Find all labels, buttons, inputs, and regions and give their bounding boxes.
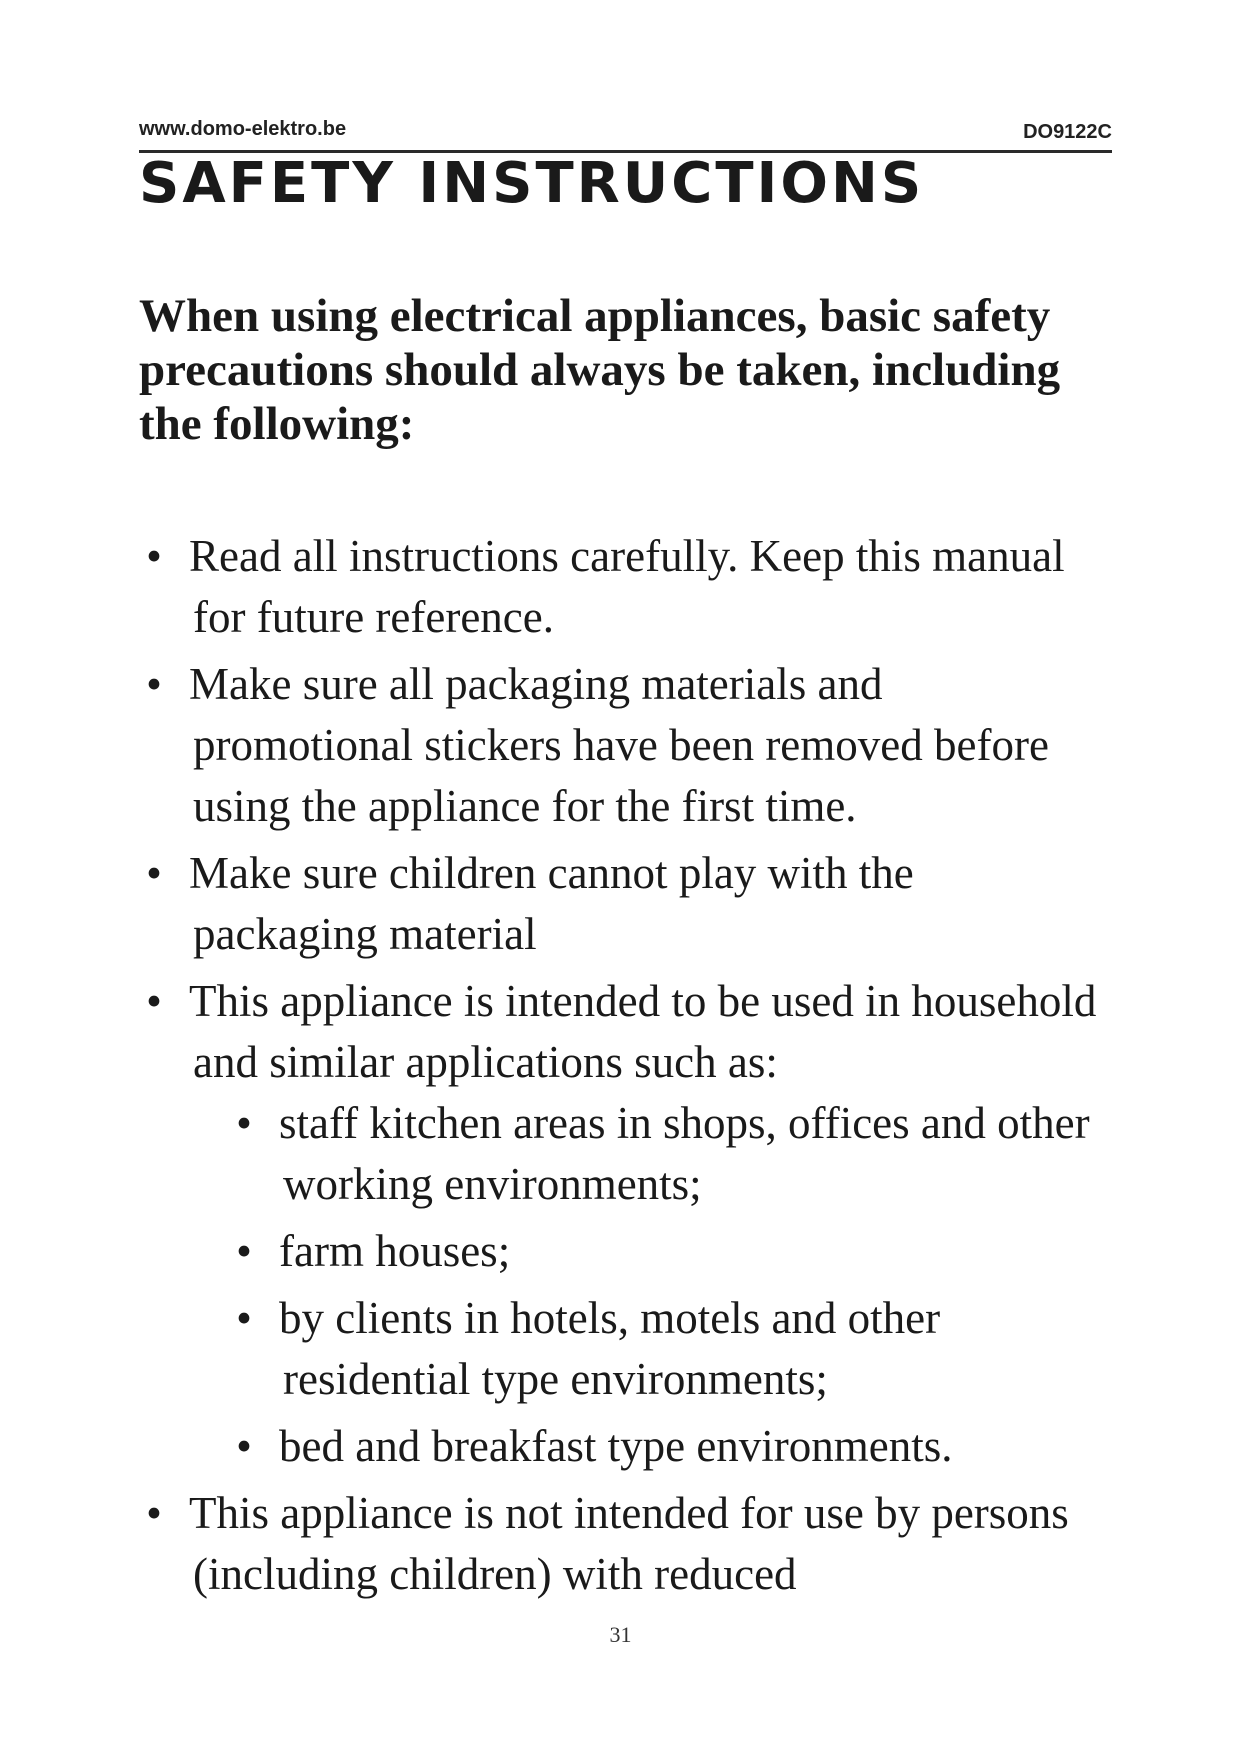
- bullet-icon: •: [236, 1421, 252, 1471]
- sub-list-item: [229, 1416, 1099, 1477]
- page-title: SAFETY INSTRUCTIONS: [139, 151, 925, 216]
- bullet-icon: •: [236, 1293, 252, 1343]
- bullet-icon: •: [236, 1226, 252, 1276]
- sub-list-item-text: farm houses;: [279, 1226, 511, 1276]
- bullet-icon: •: [146, 1488, 162, 1538]
- list-item-text: Read all instructions carefully. Keep this manual for future reference.: [189, 531, 1065, 642]
- bullet-icon: •: [146, 531, 162, 581]
- page-header: [139, 118, 1112, 153]
- sub-list-item-text: staff kitchen areas in shops, offices and other working environments;: [279, 1098, 1090, 1209]
- sub-list-item-text: bed and breakfast type environments.: [279, 1421, 953, 1471]
- sub-list-item: [229, 1221, 1099, 1282]
- list-item-text: This appliance is intended to be used in household and similar applications such as:: [189, 976, 1097, 1087]
- list-item: [139, 526, 1099, 648]
- bullet-icon: •: [146, 659, 162, 709]
- list-item: [139, 654, 1099, 837]
- sub-list-item: [229, 1093, 1099, 1215]
- list-item-text: Make sure all packaging materials and promotional stickers have been removed before using the appliance for the first time.: [189, 659, 1049, 831]
- sub-list: [229, 1093, 1099, 1477]
- list-item: [139, 1483, 1099, 1605]
- list-item: [139, 971, 1099, 1477]
- intro-paragraph: When using electrical appliances, basic safety precautions should always be taken, including the following:: [139, 290, 1061, 450]
- list-item-text: Make sure children cannot play with the packaging material: [189, 848, 914, 959]
- list-item-text: This appliance is not intended for use by persons (including children) with reduced: [189, 1488, 1069, 1599]
- page-number: 31: [609, 1622, 632, 1647]
- safety-list: [139, 526, 1099, 1611]
- model-number: DO9122C: [1023, 121, 1112, 143]
- website-url: www.domo-elektro.be: [139, 118, 347, 140]
- bullet-icon: •: [146, 848, 162, 898]
- bullet-icon: •: [236, 1098, 252, 1148]
- sub-list-item-text: by clients in hotels, motels and other residential type environments;: [279, 1293, 941, 1404]
- bullet-icon: •: [146, 976, 162, 1026]
- list-item: [139, 843, 1099, 965]
- sub-list-item: [229, 1288, 1099, 1410]
